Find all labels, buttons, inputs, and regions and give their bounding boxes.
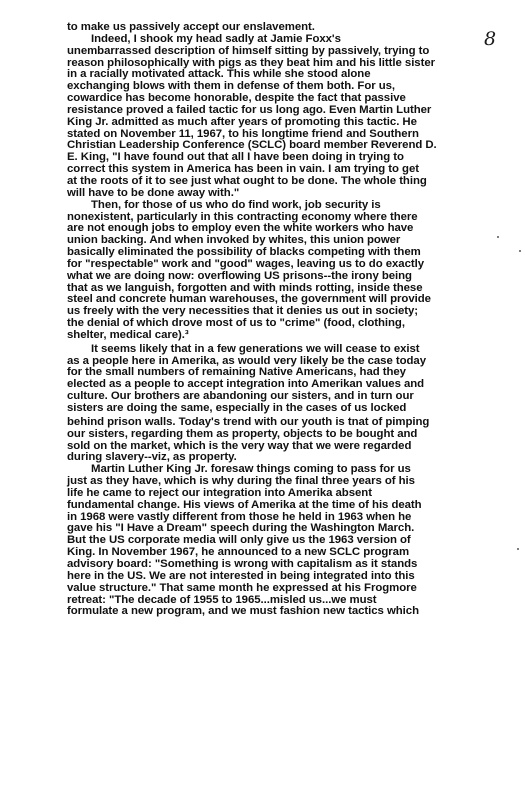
text-line: advisory board: "Something is wrong with capitalism as it stands [67,557,418,570]
text-line: union backing. And when invoked by whites, this union power [67,234,401,247]
text-line: culture. Our brothers are abandoning our sisters, and in turn our [67,390,414,403]
text-line: sold on the market, which is the very way that we were regarded [67,439,412,452]
text-line: unembarrassed description of himself sitting by passively, trying to [67,44,430,57]
text-line: steel and concrete human warehouses, the government will provide [67,293,431,306]
text-line: fundamental change. His views of Amerika at the time of his death [67,498,422,511]
text-line: Indeed, I shook my head sadly at Jamie Foxx's [91,32,341,45]
text-line: It seems likely that in a few generations we will cease to exist [91,342,420,355]
text-line: nonexistent, particularly in this contracting economy where there [67,210,418,223]
text-line: value structure." That same month he expressed at his Frogmore [67,581,417,594]
text-line: during slavery--viz, as property. [67,451,237,464]
text-line: that as we languish, forgotten and with minds rotting, inside these [67,281,423,294]
text-line: Christian Leadership Conference (SCLC) board member Reverend D. [67,139,437,152]
text-line: stated on November 11, 1967, to his longtime friend and Southern [67,127,419,140]
text-line: exchanging blows with them in defense of them both. For us, [67,80,396,93]
text-line: King Jr. admitted as much after years of promoting this tactic. He [67,115,417,128]
text-line: our sisters, regarding them as property, objects to be bought and [67,427,418,440]
text-line: reason philosophically with pigs as they beat him and his little sister [67,56,435,69]
text-line: correct this system in America has been in vain. I am trying to get [67,163,419,176]
text-line: gave his "I Have a Dream" speech during the Washington March. [67,522,415,535]
text-line: But the US corporate media will only give us the 1963 version of [67,534,411,547]
scan-speck [519,250,521,252]
text-line: are not enough jobs to employ even the white workers who have [67,222,414,235]
text-line: for the small numbers of remaining Native Americans, had they [67,366,406,379]
text-line: Then, for those of us who do find work, job security is [91,198,381,211]
text-line: will have to be done away with." [67,186,240,199]
text-line: E. King, "I have found out that all I have been doing in trying to [67,151,404,164]
text-line: retreat: "The decade of 1955 to 1965...misled us...we must [67,593,377,606]
text-line: formulate a new program, and we must fashion new tactics which [67,605,419,618]
text-line: resistance proved a failed tactic for us long ago. Even Martin Luther [67,103,432,116]
text-line: life he came to reject our integration into Amerika absent [67,486,372,499]
scan-speck [517,548,519,550]
text-line: shelter, medical care).³ [67,328,189,341]
text-line: the denial of which drove most of us to "crime" (food, clothing, [67,317,405,330]
text-line: as a people here in Amerika, as would very likely be the case today [67,354,426,367]
text-line: Martin Luther King Jr. foresaw things coming to pass for us [91,463,411,476]
text-line: to make us passively accept our enslavement. [67,21,315,33]
text-line: cowardice has become honorable, despite the fact that passive [67,92,406,105]
text-line: King. In November 1967, he announced to a new SCLC program [67,546,410,559]
text-line: what we are doing now: overflowing US prisons--the irony being [67,269,412,282]
text-line: elected as a people to accept integration into Amerikan values and [67,378,425,391]
text-line: at the roots of it to see just what ought to be done. The whole thing [67,174,427,187]
text-line: for "respectable" work and "good" wages, leaving us to do exactly [67,257,424,270]
text-line: just as they have, which is why during the final three years of his [67,475,415,488]
text-line: here in the US. We are not interested in being integrated into this [67,569,415,582]
page-number: 8 [484,28,497,50]
text-line: in 1968 were vastly different from those he held in 1963 when he [67,510,412,523]
text-line: in a racially motivated attack. This while she stood alone [67,68,371,81]
body-text [67,22,513,618]
text-line: sisters are doing the same, especially in the cases of us locked [67,402,407,414]
text-line: basically eliminated the possibility of blacks competing with them [67,246,421,259]
text-line: behind prison walls. Today's trend with our youth is tnat of pimping [67,415,430,428]
scan-speck [497,236,499,238]
text-line: us freely with the very necessities that it denies us out in society; [67,305,419,318]
